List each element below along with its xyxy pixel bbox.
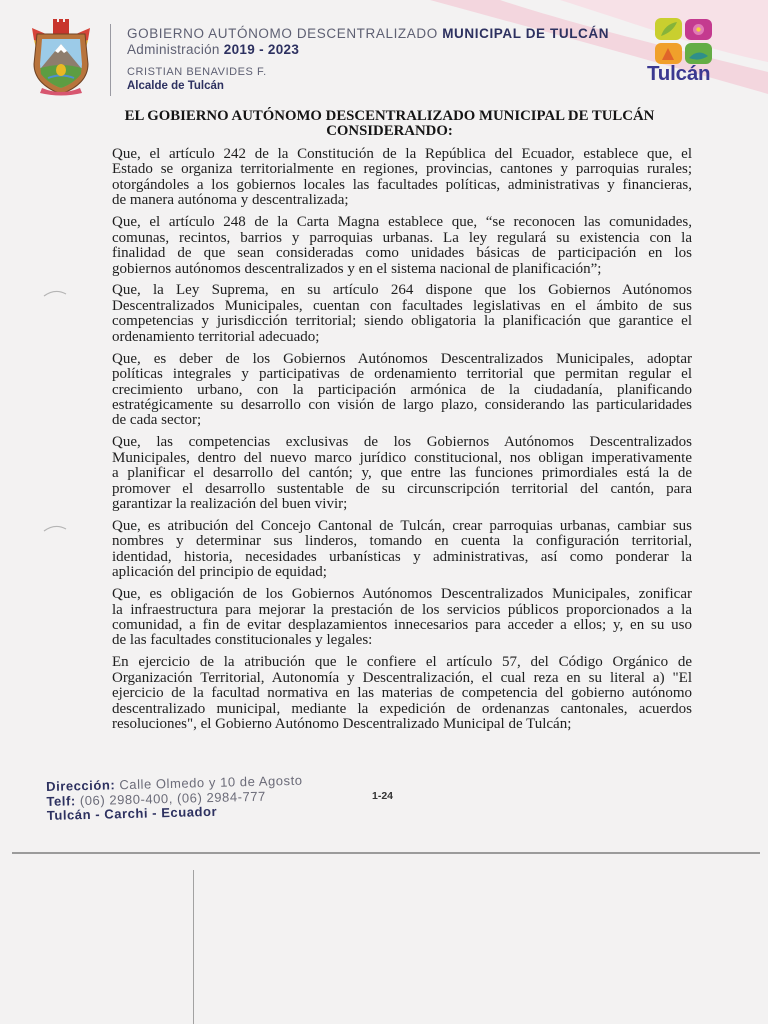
considerando-paragraph-1 <box>112 147 692 209</box>
paragraph-line: identidad, historia, necesidades urbanísticas y administrativas, así como ponderar la <box>112 548 692 565</box>
paragraph-line: ordenamiento territorial adecuado; <box>112 328 320 345</box>
paragraph-line: competencias y jurisdicción territorial; siendo obligatoria la planificación que garantice el <box>112 313 692 330</box>
paragraph-line: nombres y determinar sus linderos, tomando en cuenta la configuración territorial, <box>112 533 692 550</box>
paragraph-line: Descentralizados Municipales, cuentan con facultades legislativas en el ámbito de sus <box>112 297 692 314</box>
administration-period: 2019 - 2023 <box>223 42 300 57</box>
scan-edge-line <box>193 870 194 1024</box>
paragraph-line: Que, la Ley Suprema, en su artículo 264 dispone que los Gobiernos Autónomos <box>112 282 692 299</box>
phone-value: (06) 2980-400, (06) 2984-777 <box>79 788 267 808</box>
considerando-paragraph-5 <box>112 435 692 512</box>
paragraph-line: de las facultades constitucionales y legales: <box>112 632 373 649</box>
punch-hole-mark <box>42 288 68 298</box>
footer-divider <box>12 852 760 854</box>
document-body <box>112 147 692 739</box>
paragraph-line: Que, es obligación de los Gobiernos Autónomos Descentralizados Municipales, zonificar <box>112 586 692 603</box>
paragraph-line: finalidad de que sean consideradas como unidades básicas de participación en los <box>112 245 692 262</box>
paragraph-line: Que, el artículo 242 de la Constitución de la República del Ecuador, establece que, el <box>112 146 692 162</box>
footer-contact <box>46 774 303 824</box>
paragraph-line: resoluciones", el Gobierno Autónomo Descentralizado Municipal de Tulcán; <box>112 716 572 733</box>
paragraph-line: gobiernos autónomos descentralizados y en el sistema nacional de planificación”; <box>112 260 602 277</box>
paragraph-line: Estado se organiza territorialmente en regiones, provincias, cantones y parroquias rurales; <box>112 161 692 178</box>
paragraph-line: Que, es deber de los Gobiernos Autónomos Descentralizados Municipales, adoptar <box>112 350 692 367</box>
considerando-paragraph-6 <box>112 519 692 581</box>
considerando-paragraph-3 <box>112 283 692 345</box>
paragraph-line: promover el desarrollo sustentable de su circunscripción territorial del cantón, para <box>112 480 692 497</box>
paragraph-line: estratégicamente su desarrollo con visión de largo plazo, considerando las particularidades <box>112 396 692 413</box>
paragraph-line: ejercicio de la facultad normativa en las materias de competencia del gobierno autónomo <box>112 685 692 702</box>
administration-line <box>127 42 609 57</box>
paragraph-line: Que, el artículo 248 de la Carta Magna establece que, “se reconocen las comunidades, <box>112 214 692 231</box>
letterhead <box>127 26 609 93</box>
document-title <box>112 109 667 139</box>
tulcan-brand-mark-icon <box>653 16 715 66</box>
paragraph-line: Organización Territorial, Autonomía y Descentralización, el cual reza en su literal a) "El <box>112 669 692 686</box>
address-label: Dirección: <box>45 777 116 794</box>
administration-label: Administración <box>127 42 220 57</box>
institution-name-bold: MUNICIPAL DE TULCÁN <box>442 26 610 41</box>
paragraph-line: aplicación del principio de equidad; <box>112 564 327 581</box>
paragraph-line: la infraestructura para mejorar la prestación de los servicios públicos proporcionados a la <box>112 601 692 618</box>
header-divider <box>110 24 111 96</box>
considerando-paragraph-7 <box>112 587 692 649</box>
paragraph-line: de cada sector; <box>112 412 202 429</box>
institution-name-regular: GOBIERNO AUTÓNOMO DESCENTRALIZADO <box>127 26 438 41</box>
paragraph-line: de manera autónoma y descentralizada; <box>112 192 349 209</box>
footer-location: Tulcán - Carchi - Ecuador <box>46 803 218 823</box>
punch-hole-mark <box>42 523 68 533</box>
paragraph-line: otorgándoles a los gobiernos locales las facultades políticas, administrativas y financieras, <box>112 176 692 193</box>
paragraph-line: a planificar el desarrollo del cantón; y, que entre las funciones primordiales está la de <box>112 465 692 482</box>
considerando-paragraph-2 <box>112 215 692 277</box>
paragraph-line: políticas integrales y participativas de ordenamiento territorial que permitan regular el <box>112 366 692 383</box>
document-title-line: EL GOBIERNO AUTÓNOMO DESCENTRALIZADO MUNICIPAL DE TULCÁN <box>124 108 655 124</box>
mayor-title: Alcalde de Tulcán <box>127 80 224 92</box>
paragraph-line: crecimiento urbano, con la participación armónica de la ciudadanía, planificando <box>112 381 692 398</box>
considerando-paragraph-8 <box>112 655 692 732</box>
paragraph-line: En ejercicio de la atribución que le confiere el artículo 57, del Código Orgánico de <box>112 654 692 671</box>
coat-of-arms-logo <box>28 18 94 98</box>
address-value: Calle Olmedo y 10 de Agosto <box>119 772 303 793</box>
paragraph-line: comunidad, a fin de evitar desplazamientos innecesarios para acceder a ellos; y, en su uso <box>112 617 692 634</box>
document-subtitle: CONSIDERANDO: <box>326 123 453 140</box>
paragraph-line: Municipales, dentro del nuevo marco jurídico constitucional, nos obligan imperativamente <box>112 449 692 466</box>
considerando-paragraph-4 <box>112 352 692 429</box>
brand-logo-text: Tulcán <box>647 62 711 85</box>
paragraph-line: descentralizado municipal, mediante la expedición de ordenanzas cantonales, acuerdos <box>112 700 692 717</box>
phone-label: Telf: <box>46 792 76 809</box>
paragraph-line: comunas, recintos, barrios y parroquias urbanas. La ley regulará su existencia con la <box>112 229 692 246</box>
paragraph-line: garantizar la realización del buen vivir; <box>112 496 348 513</box>
page-number: 1-24 <box>372 790 394 802</box>
institution-name <box>127 26 609 41</box>
paragraph-line: Que, las competencias exclusivas de los Gobiernos Autónomos Descentralizados <box>112 434 692 451</box>
mayor-name: CRISTIAN BENAVIDES F. <box>127 66 267 78</box>
paragraph-line: Que, es atribución del Concejo Cantonal de Tulcán, crear parroquias urbanas, cambiar sus <box>112 517 692 534</box>
